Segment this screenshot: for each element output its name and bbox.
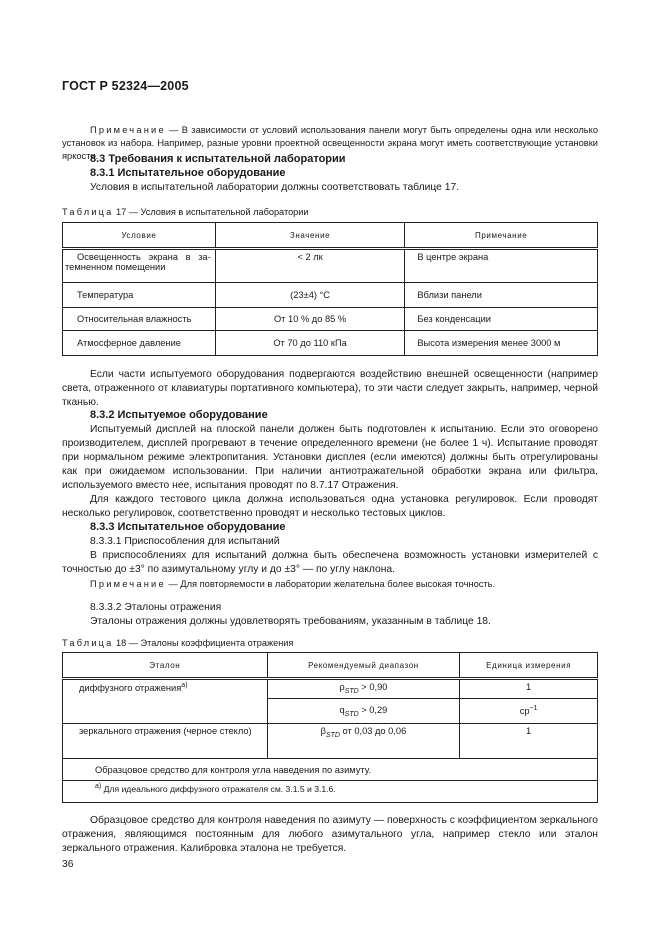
note-label: Примечание (90, 579, 166, 589)
table-cell: Без конденсации (405, 308, 598, 331)
symbol: β (320, 726, 326, 736)
symbol: ρ (339, 682, 345, 692)
note-text: — В зависимости от условий использования панели могут быть определены одна или несколько установок из набора. Например, разные уровни проектной освещенности экрана могут иметь соответствующие установки яркости. (62, 125, 598, 161)
table-row (63, 283, 598, 308)
header-cell: Значение (215, 223, 405, 249)
subscript: STD (325, 731, 340, 739)
table-cell: Вблизи панели (405, 283, 598, 308)
header-cell: Единица измерения (460, 653, 598, 679)
table-footnote-row (63, 781, 598, 803)
table-cell: Атмосферное давление (63, 331, 216, 356)
header-cell: Рекомендуемый диапазон (267, 653, 460, 679)
range-value: > 0,90 (358, 682, 388, 692)
section-8-3-3-2-text: Эталоны отражения должны удовлетворять требованиям, указанным в таблице 18. (90, 616, 491, 627)
header-cell: Примечание (405, 223, 598, 249)
table-cell: (23±4) °С (215, 283, 405, 308)
note-2 (90, 578, 495, 591)
table-cell: Температура (63, 283, 216, 308)
table-row (63, 249, 598, 283)
unit: ср (519, 706, 530, 717)
table-row (63, 724, 598, 759)
table-header-row (63, 653, 598, 679)
table-cell (63, 679, 268, 724)
table-note-row (63, 759, 598, 781)
table-cell: зеркального отражения (черное стекло) (63, 724, 268, 759)
section-8-3-1-title: 8.3.1 Испытательное оборудование (90, 167, 286, 179)
caption-label: Таблица (62, 207, 114, 217)
range-value: от 0,03 до 0,06 (339, 726, 407, 736)
subscript: STD (344, 687, 359, 695)
table-cell: 1 (460, 724, 598, 759)
table-cell: В центре экрана (405, 249, 598, 283)
note-text: — Для повторяемости в лаборатории желательна более высокая точность. (165, 579, 496, 589)
footnote-marker: а) (181, 682, 188, 689)
section-8-3-2-title: 8.3.2 Испытуемое оборудование (90, 409, 268, 421)
table-cell (267, 679, 460, 699)
document-header: ГОСТ Р 52324—2005 (62, 79, 189, 93)
footnote-marker: а) (95, 783, 102, 790)
table-17 (62, 222, 598, 356)
etalon-label: диффузного отражения (79, 683, 182, 694)
caption-text: 17 — Условия в испытательной лаборатории (113, 207, 309, 217)
table-row (63, 679, 598, 699)
final-paragraph: Образцовое средство для контроля наведения по азимуту — поверхность с коэффициентом зеркального отражения, являющимся постоянным для любого азимутального угла, например стекло или эталон зеркального отражения. Калибровка эталона не требуется. (62, 815, 598, 854)
table-cell: 1 (460, 679, 598, 699)
table-cell: Высота измерения менее 3000 м (405, 331, 598, 356)
table-cell: От 70 до 110 кПа (215, 331, 405, 356)
section-8-3-3-1-title: 8.3.3.1 Приспособления для испытаний (90, 536, 280, 547)
table-cell (267, 699, 460, 724)
header-cell: Условие (63, 223, 216, 249)
note-label: Примечание (90, 125, 166, 135)
section-8-3-2-p1: Испытуемый дисплей на плоской панели должен быть подготовлен к испытанию. Если это оговорено производителем, дисплей прогревают в течение определенного времени (не более 1 ч). Испытание проводят при нормальном режиме электропитания. Установки дисплея (если имеются) должны быть отрегулированы как при ожидаемом использовании. При наличии антиотражательной обработки экрана или фильтра, используемого вместо нее, испытания проводят по 8.7.17 Отражения. (62, 424, 598, 491)
footnote-text: Для идеального диффузного отражателя см. 3.1.5 и 3.1.6. (101, 783, 336, 794)
range-value: > 0,29 (358, 704, 388, 715)
table-cell (460, 699, 598, 724)
table-cell: Образцовое средство для контроля угла наведения по азимуту. (63, 759, 598, 781)
section-8-3-3-2-title: 8.3.3.2 Эталоны отражения (90, 602, 222, 613)
section-8-3-1-text: Условия в испытательной лаборатории должны соответствовать таблице 17. (90, 182, 460, 193)
page-number: 36 (62, 859, 74, 870)
symbol: q (339, 704, 345, 715)
subscript: STD (344, 710, 359, 718)
caption-text: 18 — Эталоны коэффициента отражения (113, 638, 294, 648)
section-8-3-3-title: 8.3.3 Испытательное оборудование (90, 521, 286, 533)
table-cell: Относительная влажность (63, 308, 216, 331)
section-8-3-2-p2: Для каждого тестового цикла должна использоваться одна установка регулировок. Если проводят несколько регулировок, соответственно проводят и несколько тестовых циклов. (62, 494, 598, 519)
table-cell (267, 724, 460, 759)
section-8-3-title: 8.3 Требования к испытательной лаборатории (90, 153, 346, 165)
table-cell (63, 781, 598, 803)
table-18 (62, 652, 598, 803)
unit-exponent: −1 (529, 705, 538, 713)
table-header-row (63, 223, 598, 249)
table-row (63, 308, 598, 331)
table-row (63, 331, 598, 356)
paragraph-after-table17: Если части испытуемого оборудования подвергаются воздействию внешней освещенности (например света, отраженного от клавиатуры портативного компьютера), то эти части следует закрыть, например, черной тканью. (62, 369, 598, 408)
table-cell: < 2 лк (215, 249, 405, 283)
caption-label: Таблица (62, 638, 114, 648)
table-cell: От 10 % до 85 % (215, 308, 405, 331)
table-cell: Освещенность экрана в затемненном помещении (63, 249, 216, 283)
section-8-3-3-1-text: В приспособлениях для испытаний должна быть обеспечена возможность установки измерителей с точностью до ±3° по азимутальному углу и до ±3° — по углу наклона. (62, 550, 598, 575)
table18-caption (62, 637, 293, 650)
table17-caption (62, 206, 309, 219)
header-cell: Эталон (63, 653, 268, 679)
